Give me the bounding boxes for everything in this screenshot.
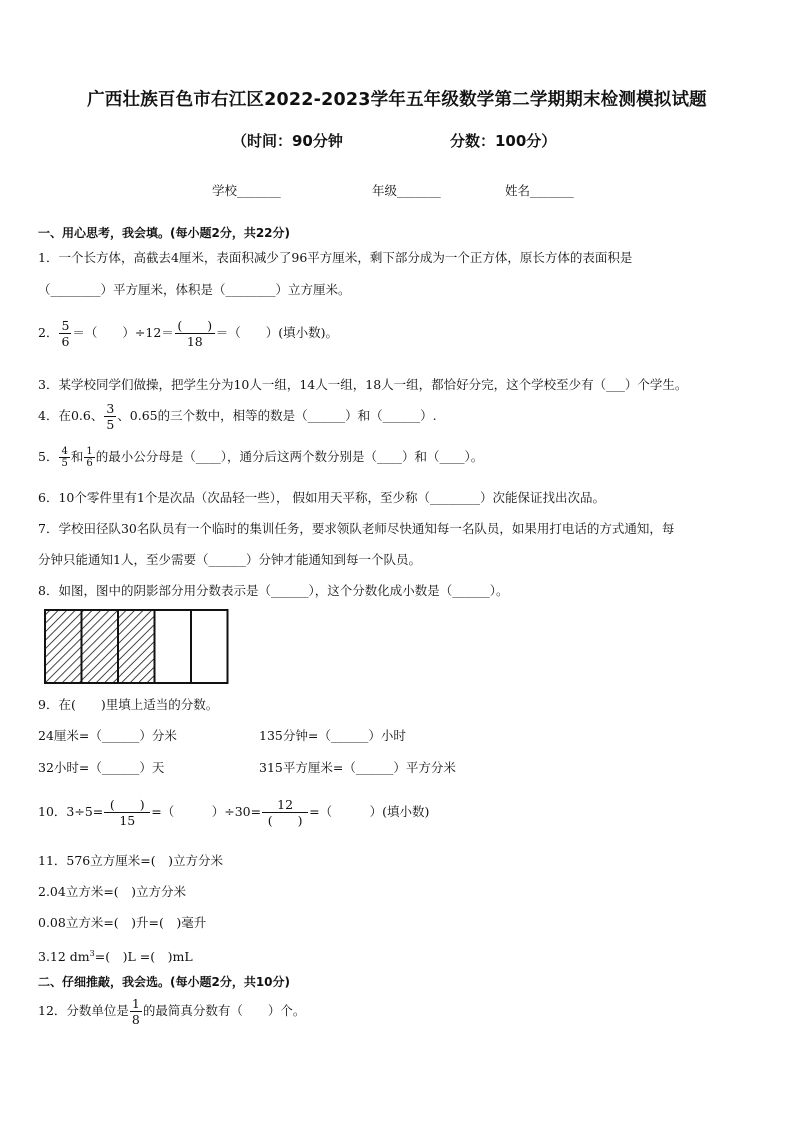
question-2: 2． $\frac{5}{6}$ ＝（ ）÷12＝ $\frac{( )}{18}$ ＝（ ）(填小数)。 bbox=[38, 318, 339, 349]
exam-time: （时间：90分钟 bbox=[232, 132, 343, 150]
question-3: 3．某学校同学们做操，把学生分为10人一组，14人一组，18人一组，都恰好分完，这个学校至少有（___）个学生。 bbox=[38, 377, 688, 392]
question-9-item-4: 315平方厘米=（______）平方分米 bbox=[259, 760, 456, 775]
school-field: 学校_______ bbox=[212, 183, 281, 198]
fraction: $\frac{( )}{18}$ bbox=[175, 318, 215, 349]
unshaded-part bbox=[155, 610, 192, 683]
question-9-item-1: 24厘米=（______）分米 bbox=[38, 728, 177, 743]
question-1-line-1: 1．一个长方体，高截去4厘米，表面积减少了96平方厘米，剩下部分成为一个正方体，原长方体的表面积是 bbox=[38, 250, 633, 265]
question-9-item-3: 32小时=（______）天 bbox=[38, 760, 165, 775]
unshaded-part bbox=[191, 610, 228, 683]
fraction: $\frac{12}{( )}$ bbox=[262, 797, 308, 828]
question-9: 9．在( )里填上适当的分数。 bbox=[38, 697, 219, 712]
question-11-line-4: 3.12 $dm^3=$( )L =( )mL bbox=[38, 949, 193, 965]
shaded-rectangle-figure bbox=[43, 608, 229, 685]
question-12: 12．分数单位是 $\frac{1}{8}$ 的最简真分数有（ ）个。 bbox=[38, 996, 306, 1027]
name-field: 姓名_______ bbox=[505, 183, 574, 198]
section-1-heading: 一、用心思考，我会填。(每小题2分，共22分) bbox=[38, 226, 291, 240]
fraction: $\frac{1}{6}$ bbox=[86, 446, 93, 469]
fraction: $\frac{4}{5}$ bbox=[61, 446, 68, 469]
fraction: $\frac{3}{5}$ bbox=[106, 401, 115, 432]
exam-score: 分数：100分） bbox=[450, 132, 557, 150]
question-11-line-3: 0.08立方米=( )升=( )毫升 bbox=[38, 915, 207, 930]
grade-field: 年级_______ bbox=[372, 183, 441, 198]
exam-title: 广西壮族百色市右江区2022-2023学年五年级数学第二学期期末检测模拟试题 bbox=[87, 90, 707, 110]
question-7-line-1: 7．学校田径队30名队员有一个临时的集训任务，要求领队老师尽快通知每一名队员，如果用打电话的方式通知，每 bbox=[38, 521, 675, 536]
section-2-heading: 二、仔细推敲，我会选。(每小题2分，共10分) bbox=[38, 975, 291, 989]
fraction: $\frac{( )}{15}$ bbox=[104, 797, 150, 828]
fraction: $\frac{1}{8}$ bbox=[131, 996, 140, 1027]
question-8: 8．如图，图中的阴影部分用分数表示是（______），这个分数化成小数是（______）。 bbox=[38, 583, 509, 598]
shaded-part bbox=[45, 610, 82, 683]
shaded-part bbox=[118, 610, 155, 683]
question-5: 5． $\frac{4}{5}$ 和 $\frac{1}{6}$ 的最小公分母是（____），通分后这两个数分别是（____）和（____）。 bbox=[38, 446, 484, 469]
question-1-line-2: （________）平方厘米，体积是（________）立方厘米。 bbox=[38, 282, 351, 297]
question-7-line-2: 分钟只能通知1人，至少需要（______）分钟才能通知到每一个队员。 bbox=[38, 552, 421, 567]
question-11-line-1: 11．576立方厘米=( )立方分米 bbox=[38, 853, 223, 868]
question-9-item-2: 135分钟=（______）小时 bbox=[259, 728, 406, 743]
question-4: 4．在0.6、 $\frac{3}{5}$ 、0.65的三个数中，相等的数是（______）和（______）. bbox=[38, 401, 437, 432]
question-11-line-2: 2.04立方米=( )立方分米 bbox=[38, 884, 187, 899]
question-6: 6．10个零件里有1个是次品（次品轻一些）， 假如用天平称，至少称（________）次能保证找出次品。 bbox=[38, 490, 606, 505]
question-10: 10．3÷5= $\frac{( )}{15}$ =（ ）÷30= $\frac{12}{( )}$ =（ ）(填小数) bbox=[38, 797, 430, 828]
fraction: $\frac{5}{6}$ bbox=[61, 318, 70, 349]
shaded-part bbox=[82, 610, 119, 683]
